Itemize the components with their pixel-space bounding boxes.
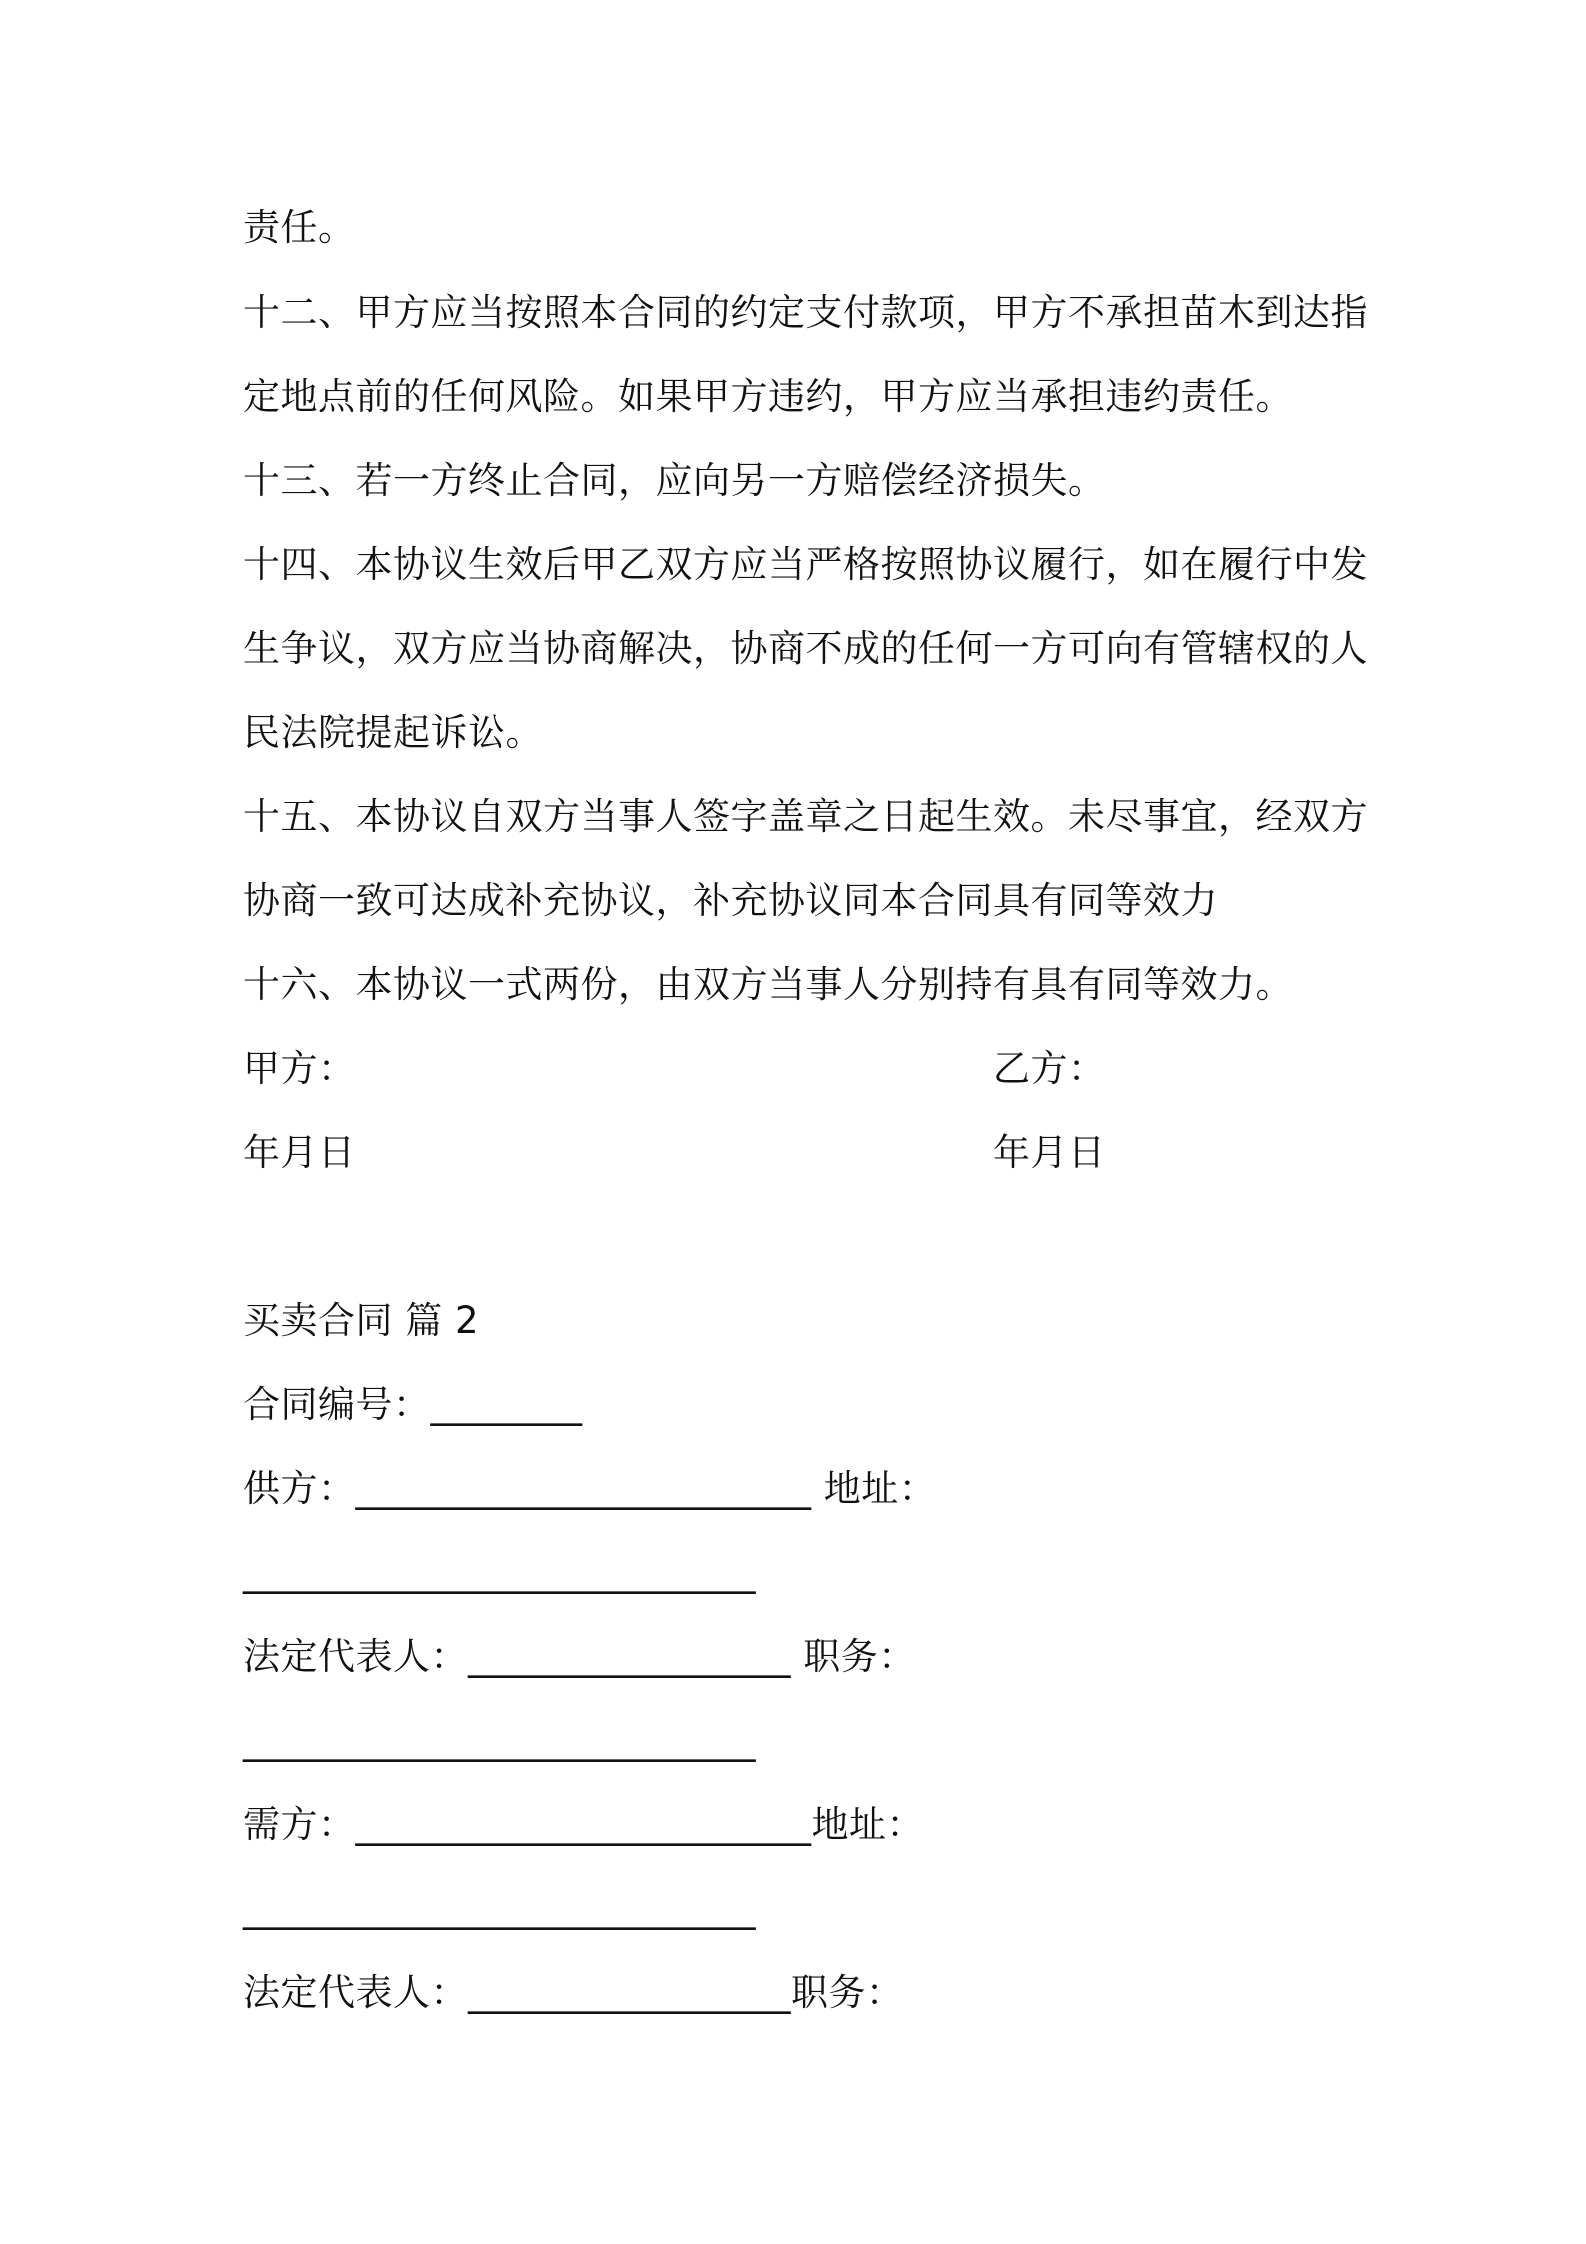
buyer-field: 需方：________________________地址： bbox=[243, 1803, 924, 1846]
buyer-address-line: ___________________________ bbox=[243, 1887, 756, 1930]
clause-15: 十五、本协议自双方当事人签字盖章之日起生效。未尽事宜，经双方 bbox=[243, 795, 1368, 838]
clause-line: 民法院提起诉讼。 bbox=[243, 711, 543, 754]
supplier-field: 供方：________________________ 地址： bbox=[243, 1467, 937, 1510]
clause-line: 责任。 bbox=[243, 206, 356, 249]
supplier-representative-field: 法定代表人：_________________ 职务： bbox=[243, 1635, 916, 1678]
section-heading: 买卖合同 篇 2 bbox=[243, 1299, 480, 1342]
clause-16: 十六、本协议一式两份，由双方当事人分别持有具有同等效力。 bbox=[243, 963, 1293, 1006]
party-a-date: 年月日 bbox=[243, 1131, 356, 1174]
party-a-label: 甲方： bbox=[243, 1047, 356, 1090]
clause-line: 生争议，双方应当协商解决，协商不成的任何一方可向有管辖权的人 bbox=[243, 627, 1368, 670]
buyer-representative-field: 法定代表人：_________________职务： bbox=[243, 1971, 904, 2014]
clause-line: 协商一致可达成补充协议，补充协议同本合同具有同等效力 bbox=[243, 879, 1218, 922]
party-b-date: 年月日 bbox=[993, 1131, 1106, 1174]
clause-12: 十二、甲方应当按照本合同的约定支付款项，甲方不承担苗木到达指 bbox=[243, 291, 1368, 334]
clause-13: 十三、若一方终止合同，应向另一方赔偿经济损失。 bbox=[243, 459, 1106, 502]
clause-14: 十四、本协议生效后甲乙双方应当严格按照协议履行，如在履行中发 bbox=[243, 543, 1368, 586]
party-b-label: 乙方： bbox=[993, 1047, 1106, 1090]
supplier-position-line: ___________________________ bbox=[243, 1719, 756, 1762]
contract-number-field: 合同编号：________ bbox=[243, 1383, 583, 1426]
clause-line: 定地点前的任何风险。如果甲方违约，甲方应当承担违约责任。 bbox=[243, 375, 1293, 418]
supplier-address-line: ___________________________ bbox=[243, 1551, 756, 1594]
